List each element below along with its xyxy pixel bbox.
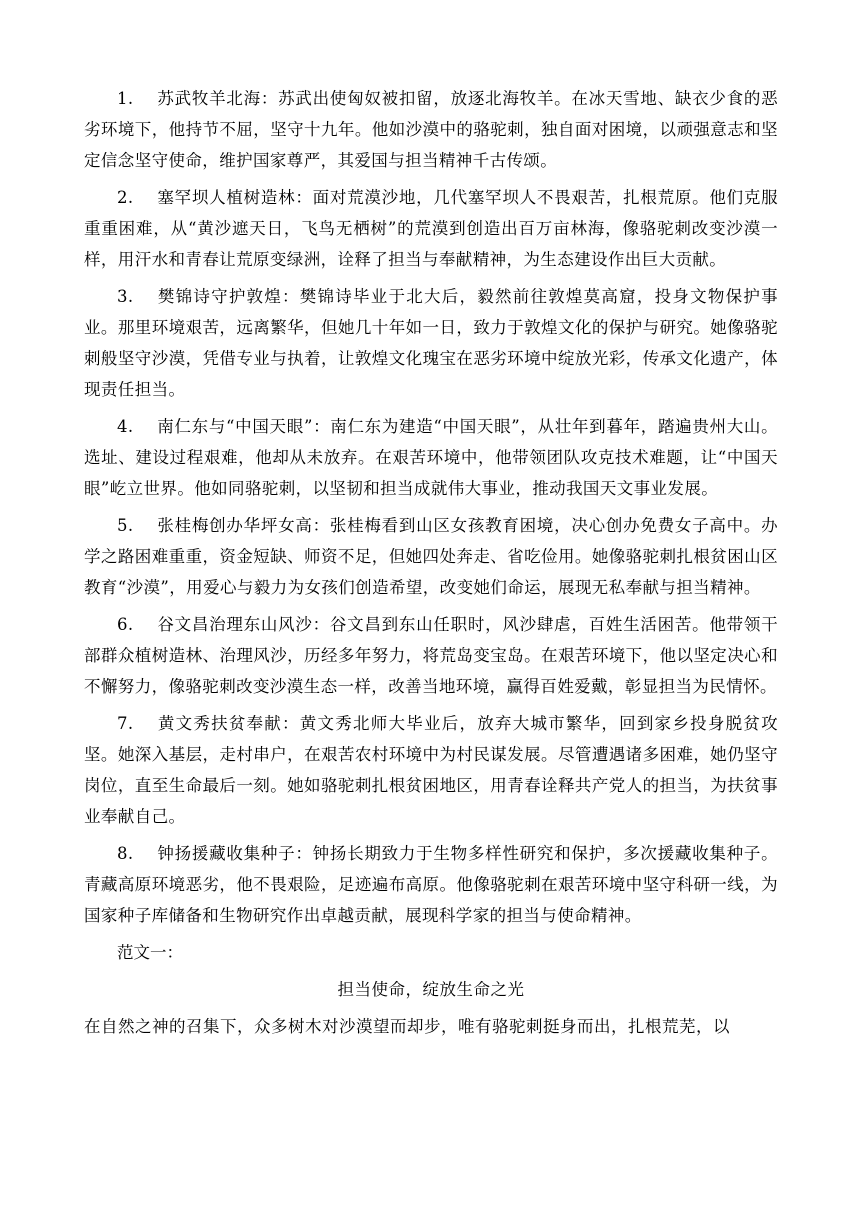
- item-text: 钟扬援藏收集种子：钟扬长期致力于生物多样性研究和保护，多次援藏收集种子。青藏高原环境恶劣，他不畏艰险，足迹遍布高原。他像骆驼刺在艰苦环境中坚守科研一线，为国家种子库储备和生物研究作出卓越贡献，展现科学家的担当与使命精神。: [84, 844, 778, 925]
- item-text: 南仁东与“中国天眼”：南仁东为建造“中国天眼”，从壮年到暮年，踏遍贵州大山。选址、建设过程艰难，他却从未放弃。在艰苦环境中，他带领团队攻克技术难题，让“中国天眼”屹立世界。他如同骆驼刺，以坚韧和担当成就伟大事业，推动我国天文事业发展。: [84, 417, 778, 498]
- item-text: 樊锦诗守护敦煌：樊锦诗毕业于北大后，毅然前往敦煌莫高窟，投身文物保护事业。那里环境艰苦，远离繁华，但她几十年如一日，致力于敦煌文化的保护与研究。她像骆驼刺般坚守沙漠，凭借专业与执着，让敦煌文化瑰宝在恶劣环境中绽放光彩，传承文化遗产，体现责任担当。: [84, 287, 778, 399]
- item-number: 8.: [117, 844, 134, 863]
- list-item: [84, 83, 778, 176]
- list-item: [84, 609, 778, 702]
- list-item: [84, 281, 778, 405]
- item-text: 张桂梅创办华坪女高：张桂梅看到山区女孩教育困境，决心创办免费女子高中。办学之路困难重重，资金短缺、师资不足，但她四处奔走、省吃俭用。她像骆驼刺扎根贫困山区教育“沙漠”，用爱心与毅力为女孩们创造希望，改变她们命运，展现无私奉献与担当精神。: [84, 516, 778, 597]
- list-item: [84, 510, 778, 603]
- document-page: [84, 83, 778, 1042]
- list-item: [84, 838, 778, 931]
- item-number: 4.: [117, 417, 134, 436]
- essay-body: 在自然之神的召集下，众多树木对沙漠望而却步，唯有骆驼刺挺身而出，扎根荒芜，以: [84, 1017, 730, 1036]
- essay-label: 范文一：: [117, 943, 183, 962]
- item-text: 谷文昌治理东山风沙：谷文昌到东山任职时，风沙肆虐，百姓生活困苦。他带领干部群众植树造林、治理风沙，历经多年努力，将荒岛变宝岛。在艰苦环境下，他以坚定决心和不懈努力，像骆驼刺改变沙漠生态一样，改善当地环境，赢得百姓爱戴，彰显担当为民情怀。: [84, 615, 778, 696]
- essay-title: 担当使命，绽放生命之光: [337, 980, 525, 999]
- item-number: 1.: [117, 89, 134, 108]
- list-item: [84, 708, 778, 832]
- item-text: 黄文秀扶贫奉献：黄文秀北师大毕业后，放弃大城市繁华，回到家乡投身脱贫攻坚。她深入基层，走村串户，在艰苦农村环境中为村民谋发展。尽管遭遇诸多困难，她仍坚守岗位，直至生命最后一刻。她如骆驼刺扎根贫困地区，用青春诠释共产党人的担当，为扶贫事业奉献自己。: [84, 714, 778, 826]
- item-number: 2.: [117, 188, 134, 207]
- item-text: 苏武牧羊北海：苏武出使匈奴被扣留，放逐北海牧羊。在冰天雪地、缺衣少食的恶劣环境下，他持节不屈，坚守十九年。他如沙漠中的骆驼刺，独自面对困境，以顽强意志和坚定信念坚守使命，维护国家尊严，其爱国与担当精神千古传颂。: [84, 89, 778, 170]
- item-number: 3.: [117, 287, 134, 306]
- item-number: 7.: [117, 714, 134, 733]
- list-item: [84, 411, 778, 504]
- item-number: 6.: [117, 615, 134, 634]
- list-item: [84, 182, 778, 275]
- item-number: 5.: [117, 516, 134, 535]
- item-text: 塞罕坝人植树造林：面对荒漠沙地，几代塞罕坝人不畏艰苦，扎根荒原。他们克服重重困难，从“黄沙遮天日，飞鸟无栖树”的荒漠到创造出百万亩林海，像骆驼刺改变沙漠一样，用汗水和青春让荒原变绿洲，诠释了担当与奉献精神，为生态建设作出巨大贡献。: [84, 188, 778, 269]
